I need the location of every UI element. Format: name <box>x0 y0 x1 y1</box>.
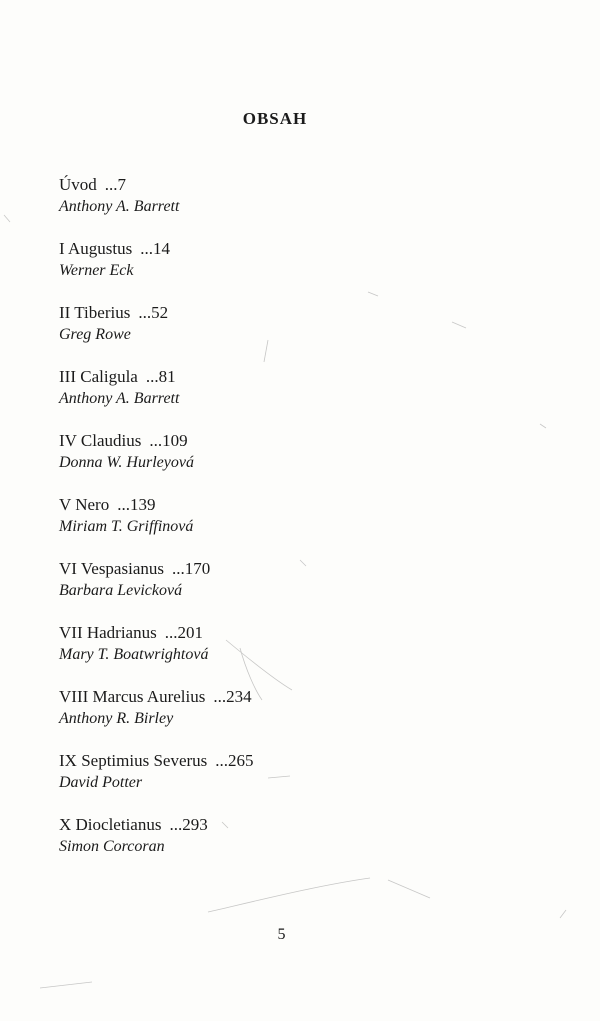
chapter-name: III Caligula <box>59 367 138 386</box>
chapter-page: ...52 <box>138 303 169 322</box>
chapter-name: VII Hadrianus <box>59 623 157 642</box>
chapter-page: ...293 <box>169 815 208 834</box>
toc-entry <box>59 366 539 430</box>
contents-heading: OBSAH <box>242 109 308 128</box>
chapter-page: ...81 <box>145 367 176 386</box>
toc-entry <box>59 750 539 814</box>
toc-entry <box>59 622 539 686</box>
toc-author: Simon Corcoran <box>59 838 165 855</box>
toc-entry <box>59 238 539 302</box>
toc-chapter-title <box>59 174 539 196</box>
chapter-name: V Nero <box>59 495 110 514</box>
toc-chapter-title <box>59 302 539 324</box>
toc-chapter-title <box>59 622 539 644</box>
chapter-page: ...7 <box>104 175 127 194</box>
chapter-name: Úvod <box>59 175 97 194</box>
toc-author: Anthony R. Birley <box>59 710 174 727</box>
toc-chapter-title <box>59 494 539 516</box>
toc-chapter-title <box>59 750 539 772</box>
toc-chapter-title <box>59 686 539 708</box>
chapter-name: X Diocletianus <box>59 815 162 834</box>
toc-entry <box>59 494 539 558</box>
chapter-page: ...265 <box>215 751 254 770</box>
chapter-page: ...234 <box>213 687 252 706</box>
chapter-name: VIII Marcus Aurelius <box>59 687 206 706</box>
toc-chapter-title <box>59 430 539 452</box>
toc-entry <box>59 686 539 750</box>
toc-entry <box>59 302 539 366</box>
chapter-page: ...109 <box>149 431 188 450</box>
toc-author: Miriam T. Griffinová <box>59 518 194 535</box>
toc-chapter-title <box>59 558 539 580</box>
toc-author: Mary T. Boatwrightová <box>59 646 209 663</box>
toc-entry <box>59 430 539 494</box>
toc-entry <box>59 174 539 238</box>
toc-author: David Potter <box>59 774 143 791</box>
page-number: 5 <box>277 926 286 943</box>
toc-chapter-title <box>59 366 539 388</box>
chapter-name: VI Vespasianus <box>59 559 164 578</box>
chapter-page: ...139 <box>117 495 156 514</box>
toc-author: Barbara Levicková <box>59 582 183 599</box>
table-of-contents <box>59 174 539 878</box>
chapter-page: ...14 <box>140 239 170 258</box>
toc-author: Donna W. Hurleyová <box>59 454 194 471</box>
chapter-page: ...170 <box>171 559 211 578</box>
toc-author: Anthony A. Barrett <box>59 390 180 407</box>
toc-author: Werner Eck <box>59 262 134 279</box>
toc-author: Greg Rowe <box>59 326 131 343</box>
chapter-name: I Augustus <box>59 239 133 258</box>
toc-chapter-title <box>59 238 539 260</box>
toc-entry <box>59 558 539 622</box>
toc-entry <box>59 814 539 878</box>
chapter-page: ...201 <box>164 623 203 642</box>
chapter-name: IV Claudius <box>59 431 142 450</box>
chapter-name: II Tiberius <box>59 303 131 322</box>
toc-chapter-title <box>59 814 539 836</box>
toc-author: Anthony A. Barrett <box>59 198 180 215</box>
chapter-name: IX Septimius Severus <box>59 751 208 770</box>
